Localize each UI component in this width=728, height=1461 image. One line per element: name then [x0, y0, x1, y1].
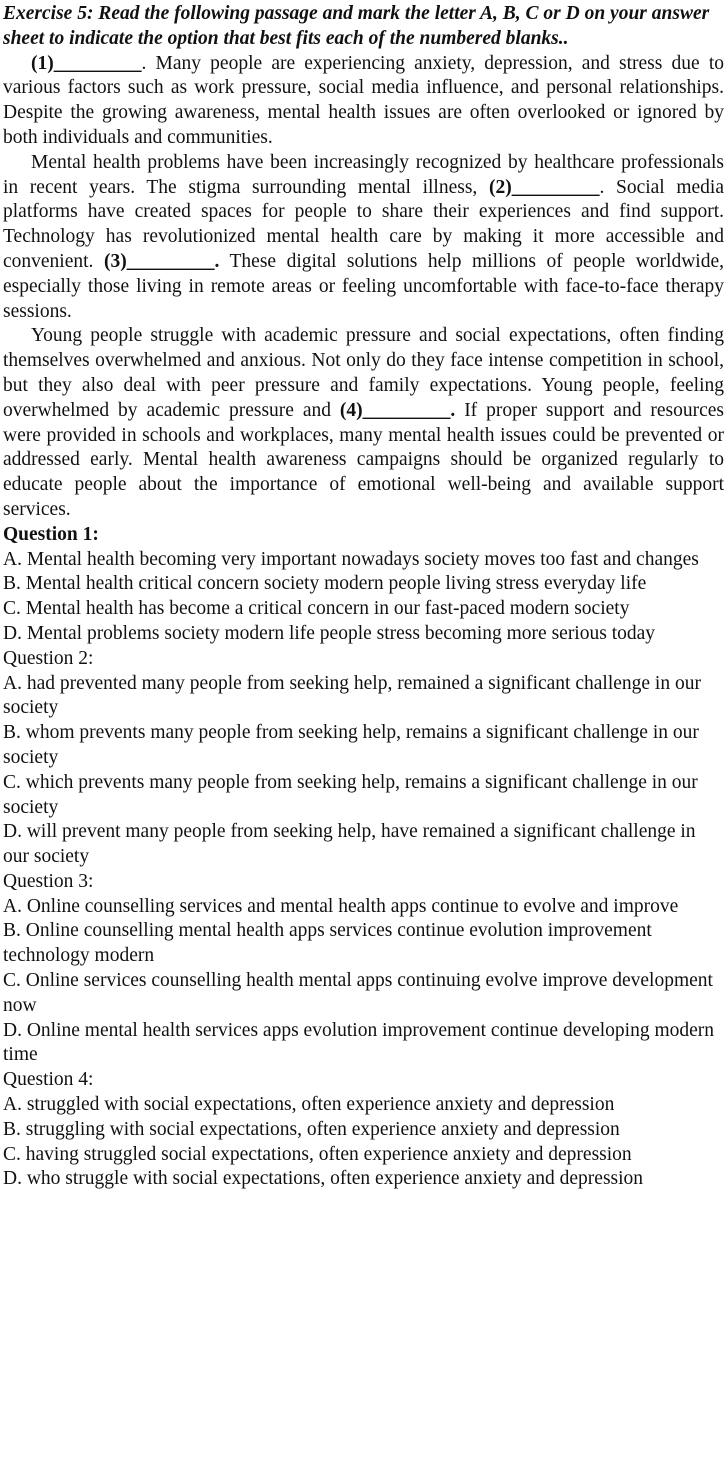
passage-paragraph-3 [3, 324, 724, 522]
paragraph-2-text-before: Mental health problems have been increasingly recognized by healthcare professionals in recent years. The stigma surrounding mental illness, [3, 151, 724, 198]
question-2 [3, 647, 724, 870]
question-3-option-d: D. Online mental health services apps evolution improvement continue developing modern time [3, 1019, 715, 1066]
question-2-option-d: D. will prevent many people from seeking help, have remained a significant challenge in our society [3, 821, 696, 868]
question-3-option-b: B. Online counselling mental health apps services continue evolution improvement technology modern [3, 920, 652, 967]
question-3-option-c: C. Online services counselling health mental apps continuing evolve improve development now [3, 970, 713, 1016]
blank-2-number: (2) [488, 176, 512, 198]
question-3-label: Question 3: [3, 870, 94, 892]
blank-3-line: _________. [126, 250, 220, 272]
question-2-option-c: C. which prevents many people from seeking help, remains a significant challenge in our society [3, 771, 698, 818]
question-1-option-d: D. Mental problems society modern life people stress becoming more serious today [3, 622, 656, 644]
paragraph-3-text-after: If proper support and resources were provided in schools and workplaces, many mental health issues could be prevented or addressed early. Mental health awareness campaigns should be organized regularly to educate people about the importance of emotional well-being and available support services. [3, 399, 724, 520]
question-3-option-a: A. Online counselling services and mental health apps continue to evolve and improve [3, 895, 679, 917]
question-1-label: Question 1: [3, 523, 99, 545]
paragraph-2-text-mid: . Social media platforms have created spaces for people to share their experiences and find support. Technology has revolutionized mental health care by making it more accessible and convenient. [3, 176, 725, 272]
question-4-label: Question 4: [3, 1069, 94, 1091]
exercise-instruction: Exercise 5: Read the following passage and mark the letter A, B, C or D on your answer sheet to indicate the option that best fits each of the numbered blanks.. [3, 3, 710, 49]
blank-1-number: (1) [31, 52, 54, 74]
question-2-option-b: B. whom prevents many people from seeking help, remains a significant challenge in our society [3, 722, 699, 768]
question-4-option-b: B. struggling with social expectations, often experience anxiety and depression [3, 1118, 620, 1140]
question-2-label: Question 2: [3, 647, 94, 669]
question-1-option-a: A. Mental health becoming very important nowadays society moves too fast and changes [3, 548, 699, 570]
passage-paragraph-1 [3, 52, 724, 151]
blank-4-number: (4) [339, 399, 363, 421]
blank-2-line: _________ [511, 176, 600, 198]
blank-4-line: _________. [362, 399, 456, 421]
question-1-option-c: C. Mental health has become a critical concern in our fast-paced modern society [3, 598, 630, 620]
question-4-option-c: C. having struggled social expectations, often experience anxiety and depression [3, 1143, 632, 1165]
question-1 [3, 523, 724, 647]
paragraph-1-text: . Many people are experiencing anxiety, depression, and stress due to various factors such as work pressure, social media influence, and personal relationships. Despite the growing awareness, mental health issues are often overlooked or ignored by both individuals and communities. [3, 52, 724, 148]
passage-paragraph-2 [3, 151, 724, 325]
question-4 [3, 1068, 724, 1192]
paragraph-3-text-before: Young people struggle with academic pressure and social expectations, often finding themselves overwhelmed and anxious. Not only do they face intense competition in school, but they also deal with peer pressure and family expectations. Young people, feeling overwhelmed by academic pressure and [3, 325, 724, 421]
question-3 [3, 870, 724, 1068]
question-2-option-a: A. had prevented many people from seeking help, remained a significant challenge in our society [3, 672, 701, 719]
blank-3-number: (3) [103, 250, 127, 272]
question-1-option-b: B. Mental health critical concern society modern people living stress everyday life [3, 573, 647, 595]
question-4-option-d: D. who struggle with social expectations, often experience anxiety and depression [3, 1168, 644, 1190]
question-4-option-a: A. struggled with social expectations, often experience anxiety and depression [3, 1094, 615, 1116]
blank-1-line: _________ [53, 52, 142, 74]
paragraph-2-text-after: These digital solutions help millions of people worldwide, especially those living in remote areas or feeling uncomfortable with face-to-face therapy sessions. [3, 250, 724, 322]
